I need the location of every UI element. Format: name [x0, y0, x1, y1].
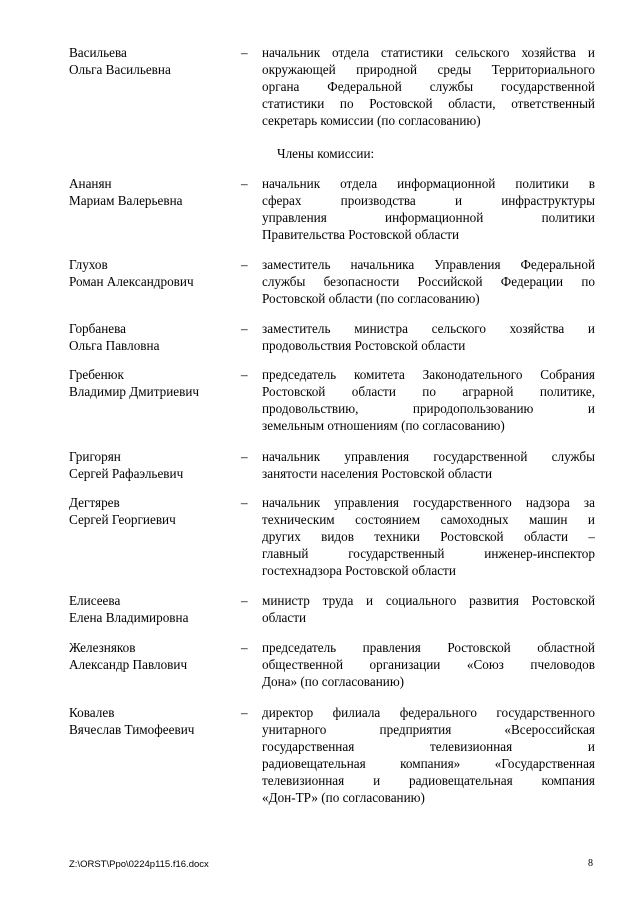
member-position-line: министр труда и социального развития Ростовской [262, 593, 595, 608]
member-position [262, 320, 595, 354]
member-name-line: Елисеева [69, 593, 121, 608]
member-position-line: Ростовской области по аграрной политике, [262, 384, 595, 399]
dash-separator: – [241, 257, 248, 272]
dash-separator: – [241, 593, 248, 608]
member-position-line: заместитель начальника Управления Федеральной [262, 257, 595, 272]
member-position-line: управления информационной политики [262, 210, 595, 225]
member-name [69, 592, 229, 626]
member-name-line: Железняков [69, 640, 136, 655]
member-position-line: сферах производства и инфраструктуры [262, 193, 595, 208]
member-name-line: Ольга Павловна [69, 338, 160, 353]
member-name [69, 448, 229, 482]
member-name [69, 366, 229, 400]
member-position-line: области [262, 610, 307, 625]
member-position-line: заместитель министра сельского хозяйства и [262, 321, 595, 336]
member-name-line: Елена Владимировна [69, 610, 189, 625]
member-position-line: председатель правления Ростовской областной [262, 640, 595, 655]
member-position-line: начальник отдела статистики сельского хозяйства и [262, 45, 595, 60]
member-position-line: земельным отношениям (по согласованию) [262, 418, 505, 433]
member-position [262, 366, 595, 434]
member-position-line: главный государственный инженер-инспектор [262, 546, 595, 561]
member-name-line: Дегтярев [69, 495, 120, 510]
member-name-line: Гребенюк [69, 367, 124, 382]
dash-separator: – [241, 321, 248, 336]
member-position-line: секретарь комиссии (по согласованию) [262, 113, 481, 128]
member-name [69, 494, 229, 528]
member-name-line: Ольга Васильевна [69, 62, 171, 77]
member-position-line: директор филиала федерального государственного [262, 705, 595, 720]
member-position [262, 256, 595, 307]
page-number: 8 [588, 858, 593, 869]
member-position-line: телевизионная и радиовещательная компания [262, 773, 595, 788]
member-name-line: Сергей Георгиевич [69, 512, 176, 527]
member-position [262, 494, 595, 579]
member-position-line: общественной организации «Союз пчеловодов [262, 657, 595, 672]
member-name-line: Григорян [69, 449, 121, 464]
member-name-line: Ковалев [69, 705, 115, 720]
dash-separator: – [241, 367, 248, 382]
dash-separator: – [241, 705, 248, 720]
member-position-line: занятости населения Ростовской области [262, 466, 493, 481]
member-position-line: начальник отдела информационной политики в [262, 176, 595, 191]
member-name-line: Александр Павлович [69, 657, 188, 672]
member-name [69, 256, 229, 290]
member-name-line: Глухов [69, 257, 108, 272]
member-position-line: статистики по Ростовской области, ответственный [262, 96, 595, 111]
member-position-line: продовольствию, природопользованию и [262, 401, 595, 416]
member-position-line: государственная телевизионная и [262, 739, 595, 754]
member-position-line: начальник управления государственной службы [262, 449, 595, 464]
member-name-line: Вячеслав Тимофеевич [69, 722, 195, 737]
member-position-line: гостехнадзора Ростовской области [262, 563, 456, 578]
member-position-line: радиовещательная компания» «Государственная [262, 756, 595, 771]
dash-separator: – [241, 449, 248, 464]
member-name [69, 639, 229, 673]
member-name [69, 704, 229, 738]
dash-separator: – [241, 640, 248, 655]
member-position [262, 704, 595, 806]
member-position-line: окружающей природной среды Территориального [262, 62, 595, 77]
member-position-line: Дона» (по согласованию) [262, 674, 405, 689]
footer-file-path: Z:\ORST\Ppo\0224p115.f16.docx [69, 859, 209, 870]
dash-separator: – [241, 176, 248, 191]
member-position-line: службы безопасности Российской Федерации по [262, 274, 595, 289]
member-position [262, 44, 595, 129]
member-position-line: начальник управления государственного надзора за [262, 495, 595, 510]
member-name-line: Сергей Рафаэльевич [69, 466, 184, 481]
member-position [262, 175, 595, 243]
member-position-line: Правительства Ростовской области [262, 227, 460, 242]
dash-separator: – [241, 45, 248, 60]
section-heading: Члены комиссии: [277, 146, 375, 161]
member-position-line: органа Федеральной службы государственной [262, 79, 595, 94]
member-name-line: Владимир Дмитриевич [69, 384, 200, 399]
member-name-line: Мариам Валерьевна [69, 193, 183, 208]
member-position-line: продовольствия Ростовской области [262, 338, 466, 353]
member-name [69, 44, 229, 78]
member-position-line: унитарного предприятия «Всероссийская [262, 722, 595, 737]
member-name-line: Ананян [69, 176, 112, 191]
member-position-line: председатель комитета Законодательного Собрания [262, 367, 595, 382]
member-position-line: техническим состоянием самоходных машин и [262, 512, 595, 527]
member-position-line: других видов техники Ростовской области – [262, 529, 595, 544]
member-position [262, 639, 595, 690]
member-position [262, 592, 595, 626]
member-name-line: Васильева [69, 45, 127, 60]
member-name-line: Горбанева [69, 321, 127, 336]
member-name-line: Роман Александрович [69, 274, 194, 289]
dash-separator: – [241, 495, 248, 510]
member-position-line: Ростовской области (по согласованию) [262, 291, 480, 306]
member-position-line: «Дон-ТР» (по согласованию) [262, 790, 425, 805]
member-position [262, 448, 595, 482]
member-name [69, 320, 229, 354]
member-name [69, 175, 229, 209]
